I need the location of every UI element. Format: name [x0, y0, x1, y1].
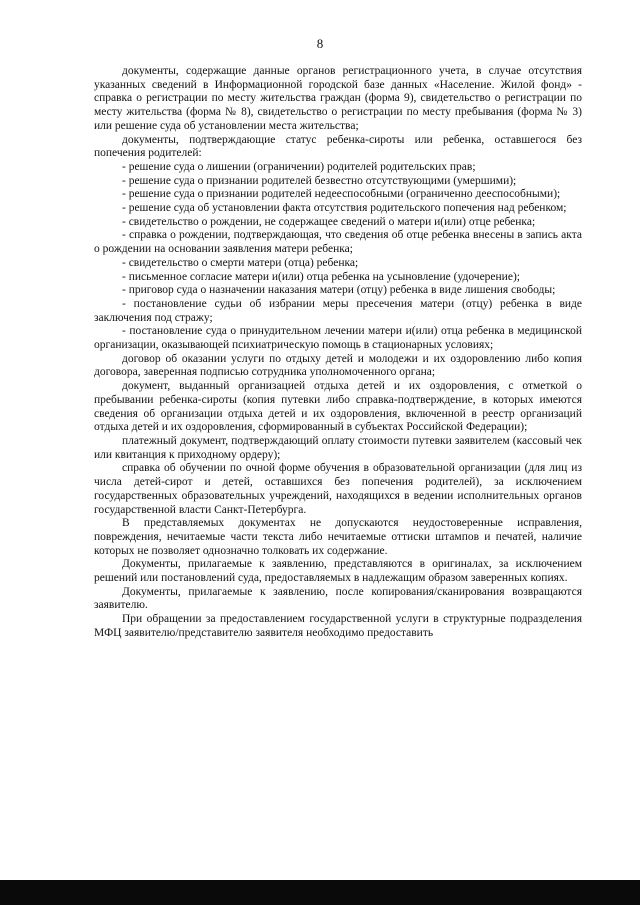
list-item-missing-parents: - решение суда о признании родителей безвестно отсутствующими (умершими);: [122, 174, 517, 187]
paragraph-return-rule: Документы, прилагаемые к заявлению, после копирования/сканирования возвращаются заявителю.: [94, 585, 582, 612]
list-item-birth-certificate: - свидетельство о рождении, не содержащее сведений о матери и(или) отце ребенка;: [122, 215, 536, 228]
list-item-deprivation-rights: - решение суда о лишении (ограничении) родителей родительских прав;: [122, 160, 476, 173]
list-item-adoption-consent: - письменное согласие матери и(или) отца ребенка на усыновление (удочерение);: [122, 270, 520, 283]
paragraph-service-contract: договор об оказании услуги по отдыху детей и молодежи и их оздоровлению либо копия договора, заверенная подписью сотрудника уполномоченного органа;: [94, 352, 582, 379]
paragraph-originals-rule: Документы, прилагаемые к заявлению, представляются в оригиналах, за исключением решений или постановлений суда, предоставляемых в надлежащим образом заверенных копиях.: [94, 558, 582, 585]
paragraph-education-certificate: справка об обучении по очной форме обучения в образовательной организации (для лиц из числа детей-сирот и детей, оставшихся без попечения родителей), за исключением государственных образовательных учреждений, находящихся в ведении исполнительных органов государственной власти Санкт-Петербурга.: [94, 462, 582, 516]
scan-bottom-edge: [0, 880, 640, 905]
list-item-compulsory-treatment: - постановление суда о принудительном лечении матери и(или) отца ребенка в медицинской организации, оказывающей психиатрическую помощь в стационарных условиях;: [94, 325, 582, 352]
list-item-court-sentence: - приговор суда о назначении наказания матери (отцу) ребенка в виде лишения свободы;: [122, 284, 556, 297]
paragraph-mfc-request: При обращении за предоставлением государственной услуги в структурные подразделения МФЦ заявителю/представителю заявителя необходимо предоставить: [94, 613, 582, 639]
list-item-detention: - постановление судьи об избрании меры пресечения матери (отцу) ребенка в виде заключения под стражу;: [94, 297, 582, 324]
list-item-death-certificate: - свидетельство о смерти матери (отца) ребенка;: [122, 256, 359, 269]
list-item-birth-statement: - справка о рождении, подтверждающая, что сведения об отце ребенка внесены в запись акта о рождении на основании заявления матери ребенка;: [94, 229, 582, 256]
document-body: [94, 65, 582, 641]
list-item-absence-care: - решение суда об установлении факта отсутствия родительского попечения над ребенком;: [122, 202, 567, 215]
page-number: 8: [316, 36, 324, 51]
paragraph-corrections-rule: В представляемых документах не допускаются неудостоверенные исправления, повреждения, нечитаемые части текста либо нечитаемые оттиски штампов и печатей, наличие которых не позволяет однозначно толковать их содержание.: [94, 517, 582, 557]
paragraph-payment-document: платежный документ, подтверждающий оплату стоимости путевки заявителем (кассовый чек или квитанция к приходному ордеру);: [94, 434, 582, 461]
paragraph-orphan-status-docs: документы, подтверждающие статус ребенка-сироты или ребенка, оставшегося без попечения родителей:: [94, 133, 582, 160]
list-item-incapacity: - решение суда о признании родителей недееспособными (ограниченно дееспособными);: [122, 188, 561, 201]
paragraph-registration-docs: документы, содержащие данные органов регистрационного учета, в случае отсутствия указанных сведений в Информационной городской базе данных «Население. Жилой фонд» - справка о регистрации по месту жительства граждан (форма 9), свидетельство о регистрации по месту жительства (форма № 8), свидетельство о регистрации по месту пребывания (форма № 3) или решение суда об установлении места жительства;: [94, 65, 582, 132]
paragraph-stay-document: документ, выданный организацией отдыха детей и их оздоровления, с отметкой о пребывании ребенка-сироты (копия путевки либо справка-подтверждение, в которых имеются сведения об организации отдыха детей и их оздоровления, включенной в реестр организаций отдыха детей и их оздоровления, сформированный в субъектах Российской Федерации);: [94, 380, 582, 434]
